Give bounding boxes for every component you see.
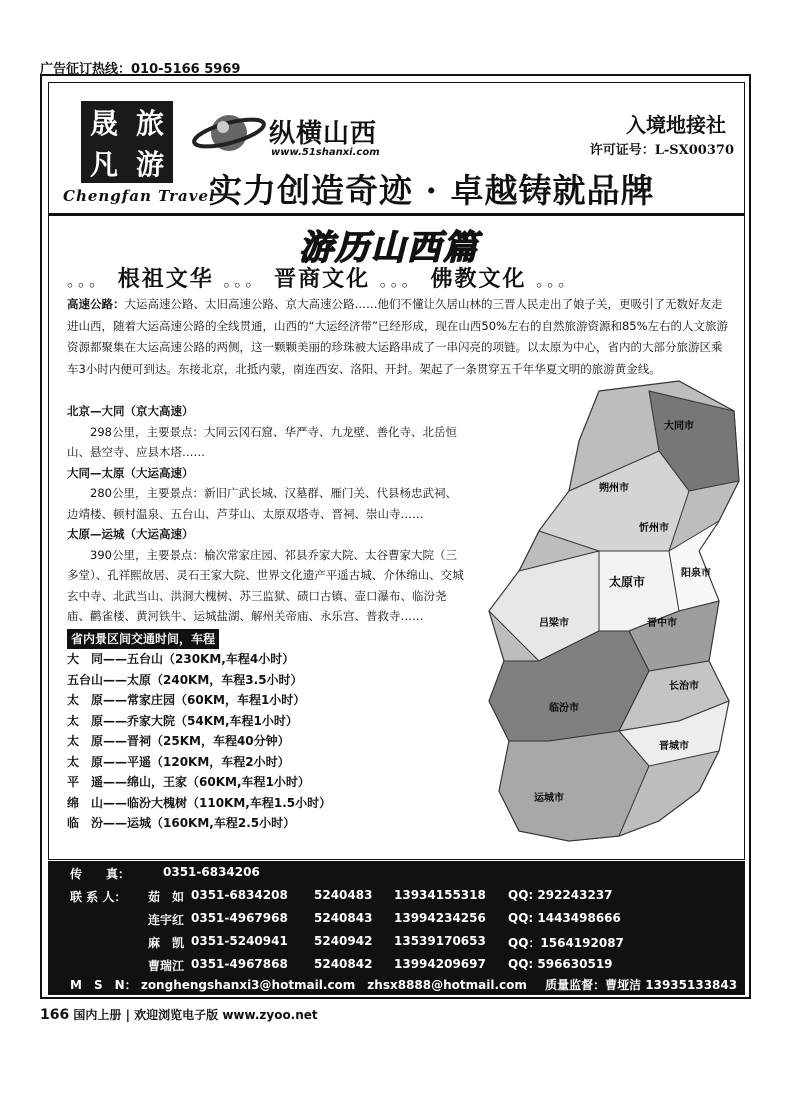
people-label: 联 系 人： [70, 890, 127, 904]
slogan: 实力创造奇迹 · 卓越铸就品牌 [209, 171, 655, 210]
contact-extension: 5240842 [314, 957, 373, 971]
msn-row [70, 976, 737, 993]
map-city-label: 晋城市 [659, 741, 689, 752]
contact-name: 连宇红 [148, 913, 185, 927]
logo-char: 游 [135, 147, 164, 181]
content-area [48, 214, 745, 860]
contact-qq: QQ: 292243237 [508, 888, 613, 902]
intro-paragraph [67, 294, 732, 380]
travel-time-row: 太 原——常家庄园（60KM，车程1小时） [67, 693, 306, 707]
brand-block [189, 103, 389, 163]
contact-phone: 0351-4967968 [191, 911, 288, 925]
license-number: 许可证号：L-SX00370 [589, 143, 734, 158]
route-description: 390公里，主要景点：榆次常家庄园、祁县乔家大院、太谷曹家大院（三多堂）、孔祥熙故居、灵石王家大院、世界文化遗产平遥古城、介休绵山、交城玄中寺、北武当山、洪洞大槐树、苏三监狱、碛口古镇、壶口瀑布、临汾尧庙、鹳雀楼、黄河铁牛、运城盐湖、解州关帝庙、永乐宫、普救寺…… [67, 547, 464, 623]
theme-item: 佛教文化 [430, 267, 527, 292]
quality-supervision: 质量监督：曹垭洁 13935133843 [545, 978, 738, 992]
map-city-label: 朔州市 [599, 483, 629, 494]
map-city-label: 临汾市 [549, 703, 579, 714]
ad-frame [40, 74, 751, 999]
logo-english: Chengfan Travel [63, 187, 216, 205]
logo-char: 晟 [89, 106, 118, 140]
contact-mobile: 13994234256 [394, 911, 486, 925]
agency-type: 入境地接社 [626, 113, 726, 137]
logo-char: 凡 [89, 147, 118, 181]
footer-text: 国内上册 | 欢迎浏览电子版 www.zyoo.net [73, 1008, 318, 1022]
theme-dots: 。。。 [223, 271, 265, 290]
map-city-label: 长治市 [669, 681, 699, 692]
travel-time-row: 五台山——太原（240KM，车程3.5小时） [67, 672, 303, 687]
route-title: 太原—运城（大运高速） [67, 527, 194, 541]
travel-time-row: 临 汾——运城（160KM,车程2.5小时） [67, 816, 296, 830]
contact-name: 茹 如 [148, 890, 185, 904]
msn-addresses[interactable]: zonghengshanxi3@hotmail.com zhsx8888@hotmail.com [140, 978, 527, 992]
map-city-label: 阳泉市 [681, 568, 711, 579]
travel-time-row: 太 原——平遥（120KM，车程2小时） [67, 754, 290, 769]
page-footer [40, 1006, 318, 1023]
contact-phone: 0351-4967868 [191, 957, 288, 971]
contact-mobile: 13539170653 [394, 934, 486, 948]
theme-dots: 。。。 [536, 271, 578, 290]
map-city-label: 吕梁市 [539, 618, 569, 629]
contact-mobile: 13934155318 [394, 888, 486, 902]
travel-time-row: 大 同——五台山（230KM,车程4小时） [67, 652, 295, 666]
company-logo [81, 101, 173, 183]
contact-name: 曹瑞江 [148, 959, 185, 973]
contact-extension: 5240483 [314, 888, 373, 902]
map-city-label: 运城市 [534, 793, 564, 804]
route-description: 298公里，主要景点：大同云冈石窟、华严寺、九龙壁、善化寺、北岳恒山、悬空寺、应县木塔…… [67, 424, 457, 459]
contact-qq: QQ：1564192087 [508, 936, 624, 950]
contact-name: 麻 凯 [148, 936, 185, 950]
route-title: 北京—大同（京大高速） [67, 404, 194, 418]
contact-qq: QQ: 1443498666 [508, 911, 621, 925]
contact-extension: 5240942 [314, 934, 373, 948]
travel-time-row: 绵 山——临汾大槐树（110KM,车程1.5小时） [67, 795, 332, 810]
fax-number: 0351-6834206 [163, 865, 260, 879]
globe-swoosh-icon [189, 103, 269, 163]
theme-line [67, 262, 577, 293]
travel-time-row: 平 遥——绵山，王家（60KM,车程1小时） [67, 775, 310, 789]
travel-time-row: 太 原——晋祠（25KM，车程40分钟） [67, 734, 290, 748]
province-map-graphic [449, 371, 749, 851]
map-city-label: 大同市 [664, 421, 694, 432]
route-title: 大同—太原（大运高速） [67, 465, 194, 480]
ad-hotline: 广告征订热线：010-5166 5969 [40, 62, 241, 77]
fax-label: 传 真： [70, 867, 131, 881]
theme-dots: 。。。 [67, 271, 109, 290]
msn-label: M S N： [70, 978, 137, 992]
theme-item: 根祖文华 [117, 267, 214, 292]
ad-header [48, 82, 745, 214]
theme-item: 晋商文化 [274, 267, 371, 292]
intro-text: 大运高速公路、太旧高速公路、京大高速公路……他们不懂让久居山林的三晋人民走出了娘子关，更吸引了无数好友走进山西，随着大运高速公路的全线贯通，山西的“大运经济带”已经形成，现在山西50%左右的自然旅游资源和85%左右的人文旅游资源都聚集在大运高速公路的两侧，这一颗颗美丽的珍珠被大运路串成了一串闪亮的项链。以太原为中心，省内的大部分旅游区乘车3小时内便可到达。东接北京，北抵内蒙，南连西安、洛阳、开封。架起了一条贯穿五千年华夏文明的旅游黄金线。 [67, 297, 729, 376]
contact-extension: 5240843 [314, 911, 373, 925]
travel-time-row: 太 原——乔家大院（54KM,车程1小时） [67, 713, 298, 728]
section-title: 游历山西篇 [299, 228, 479, 268]
logo-char: 旅 [135, 106, 164, 140]
page-number: 166 [40, 1007, 70, 1023]
shanxi-map [449, 371, 749, 851]
brand-url[interactable]: www.51shanxi.com [271, 147, 380, 158]
contact-phone: 0351-5240941 [191, 934, 288, 948]
route-list [67, 401, 467, 834]
map-city-label: 忻州市 [639, 523, 669, 534]
contact-panel [48, 861, 745, 995]
brand-name: 纵横山西 [269, 119, 378, 149]
map-city-label: 太原市 [609, 575, 646, 589]
contact-mobile: 13994209697 [394, 957, 486, 971]
intro-label: 高速公路： [67, 297, 125, 311]
route-description: 280公里，主要景点：新旧广武长城、汉墓群、雁门关、代县杨忠武祠、边靖楼、顿村温泉、五台山、芦芽山、太原双塔寺、晋祠、崇山寺…… [67, 486, 457, 521]
map-city-label: 晋中市 [647, 618, 677, 629]
contact-phone: 0351-6834208 [191, 888, 288, 902]
contact-qq: QQ: 596630519 [508, 957, 613, 971]
travel-times-heading: 省内景区间交通时间，车程 [67, 629, 219, 650]
theme-dots: 。。。 [379, 271, 421, 290]
